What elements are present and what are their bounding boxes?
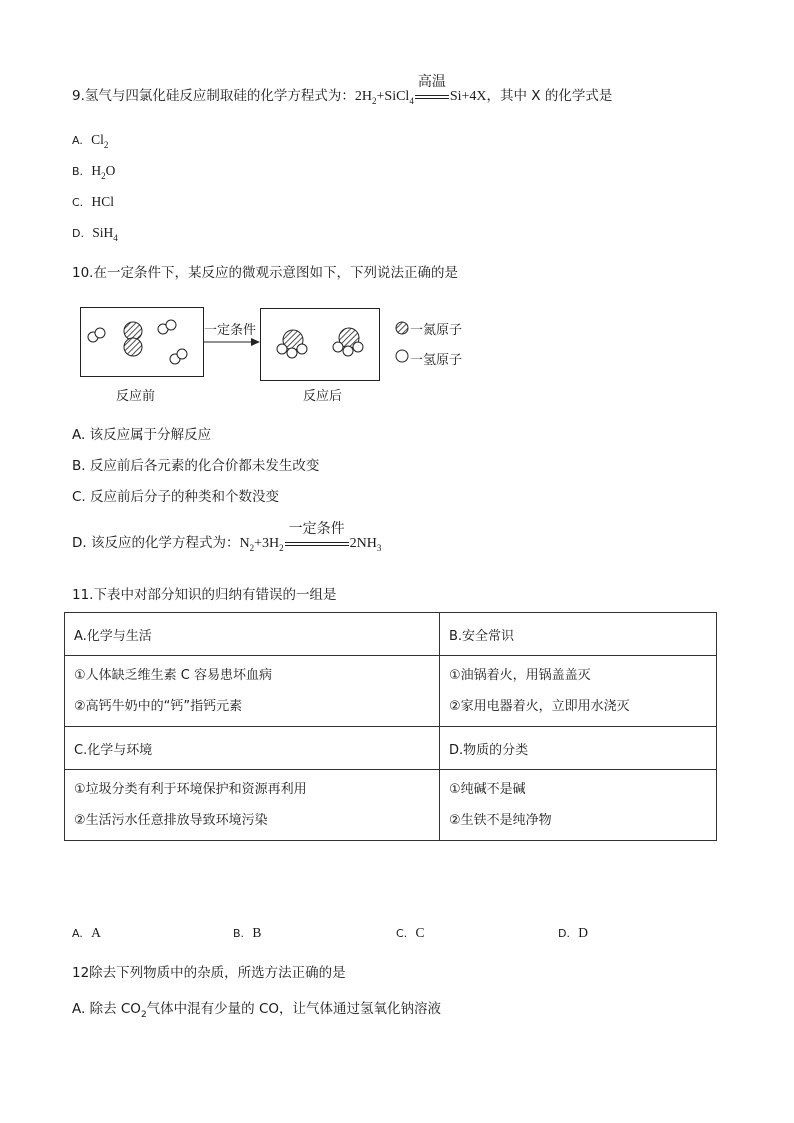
- q10-option-a[interactable]: A. 该反应属于分解反应: [72, 427, 212, 443]
- ammonia-molecule-icon: [277, 330, 307, 358]
- q11-answer-c[interactable]: C. C: [396, 925, 425, 940]
- legend-hydrogen-label: 一氢原子: [410, 353, 463, 368]
- hydrogen-molecule-icon: [88, 328, 105, 342]
- hydrogen-molecule-icon: [170, 349, 187, 364]
- table-item: ②高钙牛奶中的“钙”指钙元素: [74, 699, 243, 714]
- hydrogen-atom-icon: [396, 350, 408, 362]
- table-item: ②生铁不是纯净物: [449, 813, 552, 828]
- q9-reaction-condition: 高温: [414, 89, 450, 105]
- q9-equation: $2H_2+SiCl_4$ 高温 Si+4X: [354, 74, 487, 106]
- legend-nitrogen-label: 一氮原子: [410, 323, 463, 338]
- after-label: 反应后: [303, 389, 343, 404]
- table-item: ①油锅着火，用锅盖盖灭: [449, 668, 591, 683]
- table-cell-a-items: [65, 656, 440, 727]
- table-item: ①垃圾分类有利于环境保护和资源再利用: [74, 782, 307, 797]
- hydrogen-molecule-icon: [158, 320, 176, 334]
- q10-option-b[interactable]: B. 反应前后各元素的化合价都未发生改变: [72, 458, 320, 474]
- q11-answer-b[interactable]: B. B: [233, 925, 262, 940]
- before-label: 反应前: [116, 389, 156, 404]
- reaction-arrow-icon: [203, 338, 260, 346]
- table-cell-b-title: B.安全常识: [440, 613, 717, 656]
- q10-option-d[interactable]: D. 该反应的化学方程式为：$N_2+3H_2$ 一定条件 $2NH_3$: [72, 521, 382, 553]
- q12-option-a[interactable]: A. 除去 $CO_2$气体中混有少量的 CO，让气体通过氢氧化钠溶液: [72, 1001, 442, 1020]
- q11-answer-d[interactable]: D. D: [558, 925, 588, 940]
- table-item: ②生活污水任意排放导致环境污染: [74, 813, 268, 828]
- nitrogen-atom-icon: [396, 322, 408, 334]
- table-cell-c-items: [65, 770, 440, 841]
- q11-stem: 11.下表中对部分知识的归纳有错误的一组是: [72, 587, 337, 603]
- ammonia-molecule-icon: [333, 328, 363, 356]
- knowledge-table: [64, 612, 717, 841]
- table-cell-d-items: [440, 770, 717, 841]
- q9-option-a[interactable]: A. $Cl_2$: [72, 132, 109, 150]
- table-item: ②家用电器着火，立即用水浇灭: [449, 699, 630, 714]
- molecule-drawing: [0, 0, 794, 420]
- q10-d-reaction-condition: 一定条件: [284, 536, 350, 552]
- q9-option-b[interactable]: B. $H_2O$: [72, 163, 116, 181]
- q10-option-c[interactable]: C. 反应前后分子的种类和个数没变: [72, 489, 280, 505]
- table-cell-c-title: C.化学与环境: [65, 727, 440, 770]
- table-cell-d-title: D.物质的分类: [440, 727, 717, 770]
- table-item: ①人体缺乏维生素 C 容易患坏血病: [74, 668, 272, 683]
- arrow-condition-label: 一定条件: [204, 323, 257, 338]
- q9-option-d[interactable]: D. SiH$_4$: [72, 225, 118, 243]
- table-cell-a-title: A.化学与生活: [65, 613, 440, 656]
- q11-answer-a[interactable]: A. A: [72, 925, 101, 940]
- q10-stem: 10.在一定条件下，某反应的微观示意图如下，下列说法正确的是: [72, 265, 458, 281]
- q12-stem: 12除去下列物质中的杂质，所选方法正确的是: [72, 965, 346, 981]
- table-cell-b-items: [440, 656, 717, 727]
- nitrogen-molecule-icon: [124, 322, 142, 356]
- q9-option-c[interactable]: C. HCl: [72, 194, 114, 209]
- q9-stem-text: 9.氢气与四氯化硅反应制取硅的化学方程式为：: [72, 88, 355, 104]
- q9-stem-tail: ，其中 X 的化学式是: [486, 88, 613, 104]
- table-item: ①纯碱不是碱: [449, 782, 526, 797]
